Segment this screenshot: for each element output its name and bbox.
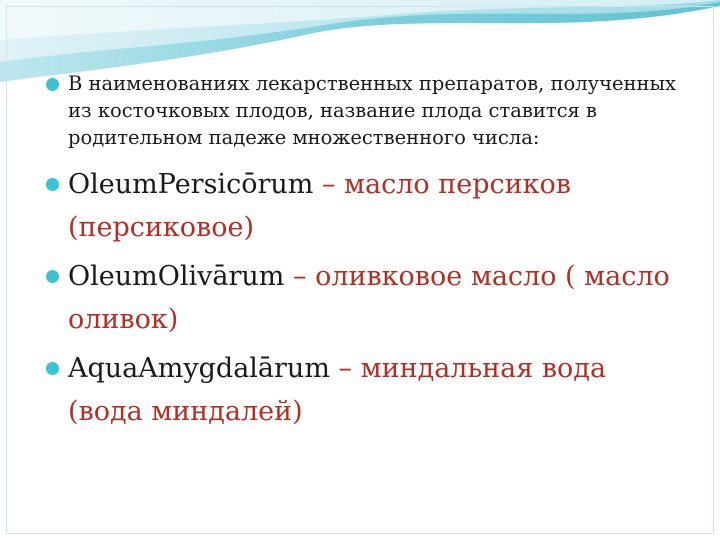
bullet-icon: [46, 78, 59, 91]
bullet-icon: [46, 270, 59, 283]
intro-item: [44, 70, 684, 151]
term-item: [44, 163, 684, 249]
intro-text: В наименованиях лекарственных препаратов, полученных из косточковых плодов, название плода ставится в родительном падеже множественного числа:: [68, 72, 677, 149]
term-translation: – оливковое масло ( масло оливок): [68, 261, 670, 335]
bullet-icon: [46, 178, 59, 191]
bullet-icon: [46, 362, 59, 375]
term-item: [44, 255, 684, 341]
slide-content: [44, 70, 684, 439]
term-translation: – масло персиков (персиковое): [68, 169, 571, 243]
latin-term: OleumPersicōrum: [68, 169, 314, 200]
latin-term: AquaAmygdalārum: [68, 353, 330, 384]
term-item: [44, 347, 684, 433]
term-translation: – миндальная вода (вода миндалей): [68, 353, 607, 427]
latin-term: OleumOlivārum: [68, 261, 285, 292]
